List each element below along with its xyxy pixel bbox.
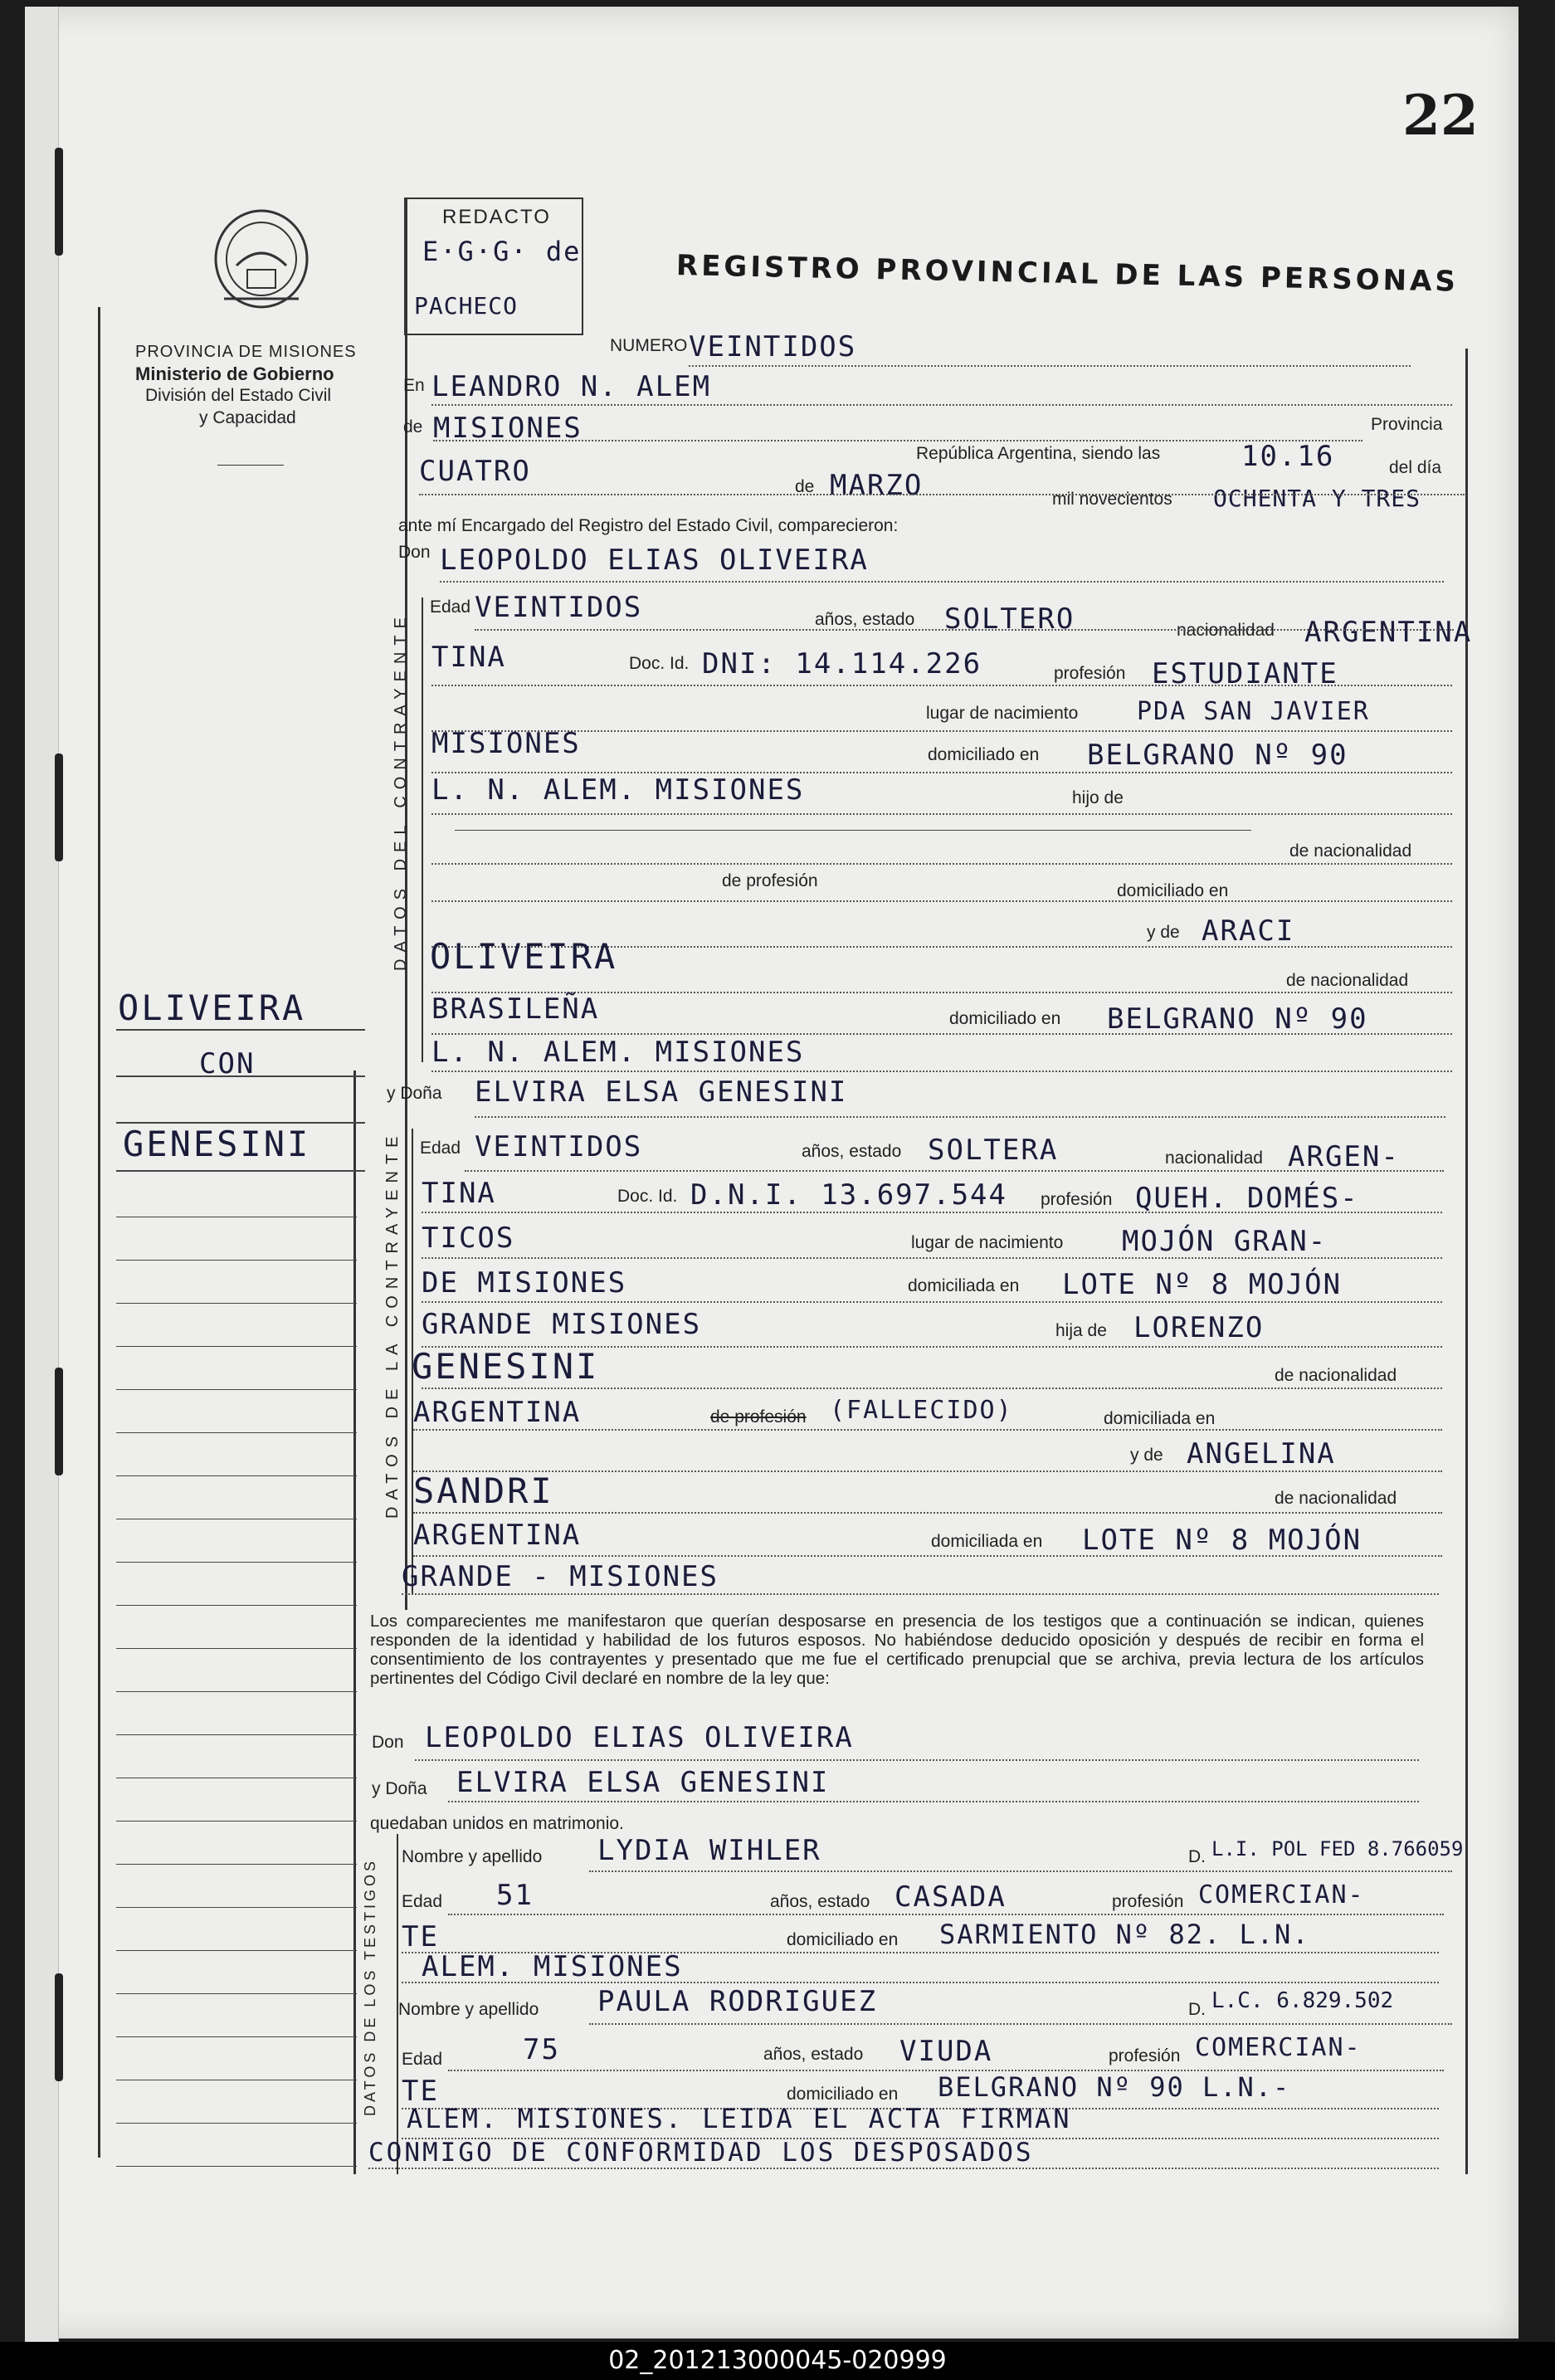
margin-line — [116, 1075, 365, 1077]
field-line — [431, 730, 1452, 732]
witness2-edad-value: 75 — [523, 2033, 560, 2066]
stamp-line1: E·G·G· de — [422, 236, 582, 267]
witness2-domicilio-cont: ALEM. MISIONES. LEIDA EL ACTA FIRMAN — [407, 2103, 1072, 2134]
witness1-edad-value: 51 — [496, 1879, 534, 1912]
groom-nac-cont: TINA — [431, 641, 506, 674]
witness2-estado-label: años, estado — [763, 2045, 864, 2064]
provincia-value: MISIONES — [433, 412, 583, 445]
witness2-edad-label: Edad — [402, 2050, 443, 2069]
bride-profesion-cont: TICOS — [422, 1222, 515, 1255]
inner-margin-rule — [353, 1071, 356, 2174]
hora-value: 10.16 — [1241, 440, 1335, 473]
witness1-edad-label: Edad — [402, 1892, 443, 1911]
margin-line — [116, 1648, 357, 1649]
stamp-line2: PACHECO — [414, 292, 519, 319]
witness1-domiciliado-label: domiciliado en — [787, 1930, 899, 1949]
bride-padre-profesion-label: de profesión — [710, 1407, 807, 1427]
groom-lugar-label: lugar de nacimiento — [926, 704, 1079, 723]
groom-section-label: DATOS DEL CONTRAYENTE — [392, 611, 410, 971]
groom-doc-value: DNI: 14.114.226 — [702, 647, 982, 680]
field-line — [431, 1071, 1452, 1072]
field-line — [402, 1982, 1439, 1983]
witness2-estado-value: VIUDA — [899, 2035, 993, 2068]
field-line — [415, 1759, 1419, 1761]
divider — [217, 465, 284, 466]
groom-hijo-label: hijo de — [1072, 788, 1124, 807]
witness1-profesion-value: COMERCIAN- — [1198, 1880, 1365, 1909]
binding-hole — [55, 1973, 63, 2081]
binding-hole — [55, 754, 63, 861]
field-line — [448, 1801, 1419, 1802]
groom-domiciliado3-label: domiciliado en — [949, 1009, 1061, 1028]
groom-madre-domicilio: BELGRANO Nº 90 — [1107, 1002, 1368, 1036]
witness1-profesion-label: profesión — [1112, 1892, 1184, 1911]
document-title: REGISTRO PROVINCIAL DE LAS PERSONAS — [675, 249, 1460, 299]
witness1-estado-value: CASADA — [894, 1880, 1007, 1914]
groom-de-profesion-label: de profesión — [722, 871, 818, 890]
groom-domicilio-cont: L. N. ALEM. MISIONES — [431, 773, 805, 807]
witness2-domiciliado-label: domiciliado en — [787, 2085, 899, 2104]
field-line — [431, 863, 1452, 865]
witness1-profesion-cont: TE — [402, 1920, 439, 1953]
field-line — [422, 1388, 1442, 1389]
bride-profesion-value: QUEH. DOMÉS- — [1135, 1182, 1359, 1215]
witness1-doc-value: L.I. POL FED 8.766059 — [1211, 1837, 1464, 1861]
margin-line — [116, 1029, 365, 1031]
bride-estado-label: años, estado — [802, 1142, 902, 1161]
bride-domicilio-cont: GRANDE MISIONES — [422, 1308, 702, 1341]
margin-line — [116, 1734, 357, 1735]
numero-label: NUMERO — [610, 336, 688, 355]
field-line — [431, 813, 1452, 815]
groom-madre-nac-label: de nacionalidad — [1286, 971, 1409, 990]
witness2-doc-value: L.C. 6.829.502 — [1211, 1988, 1394, 2013]
field-line — [431, 685, 1452, 686]
margin-line — [116, 2123, 357, 2124]
bride-nacionalidad-value: ARGEN- — [1288, 1140, 1400, 1173]
witness2-profesion-value: COMERCIAN- — [1195, 2033, 1362, 2062]
province-label: PROVINCIA DE MISIONES — [135, 343, 357, 361]
margin-line — [116, 1821, 357, 1822]
declaration-paragraph: Los comparecientes me manifestaron que querían desposarse en presencia de los testigos que a continuación se indican, quienes responden de la identidad y habilidad de los futuros esposos. No habiéndose deducido oposición y después de recibir en forma el consentimiento de los contrayentes y presentado que me fue el certificado prenupcial que se archiva, previa lectura de los artículos pertinentes del Código Civil declaré en nombre de la ley que: — [370, 1612, 1424, 1688]
de-label: de — [403, 417, 423, 436]
witness1-domicilio-value: SARMIENTO Nº 82. L.N. — [939, 1919, 1310, 1950]
margin-line — [116, 1260, 357, 1261]
margin-line — [116, 1346, 357, 1347]
bride-padre-value: LORENZO — [1133, 1311, 1265, 1344]
en-value: LEANDRO N. ALEM — [431, 370, 712, 403]
binding-hole — [55, 1368, 63, 1475]
del-dia-label: del día — [1389, 458, 1442, 477]
bride-edad-value: VEINTIDOS — [475, 1130, 643, 1163]
bride-madre-nac-label: de nacionalidad — [1275, 1489, 1397, 1508]
field-line — [422, 1257, 1442, 1259]
margin-line — [116, 1475, 357, 1476]
field-line — [402, 1593, 1439, 1595]
margin-line — [116, 1907, 357, 1908]
dia-value: CUATRO — [419, 455, 531, 488]
groom-profesion-value: ESTUDIANTE — [1152, 657, 1338, 690]
field-line — [433, 440, 1362, 441]
ministry-label: Ministerio de Gobierno — [135, 363, 334, 384]
witness2-profesion-label: profesión — [1109, 2046, 1181, 2065]
witness1-estado-label: años, estado — [770, 1892, 870, 1911]
bride-profesion-label: profesión — [1041, 1190, 1113, 1209]
margin-line — [116, 2166, 357, 2167]
declaration-closing: quedaban unidos en matrimonio. — [370, 1814, 624, 1833]
groom-de-nacionalidad-label: de nacionalidad — [1289, 841, 1412, 861]
margin-line — [116, 1950, 357, 1951]
margin-line — [116, 1170, 365, 1172]
bride-hija-label: hija de — [1055, 1321, 1107, 1340]
don-value: LEOPOLDO ELIAS OLIVEIRA — [440, 544, 869, 577]
field-line — [431, 900, 1452, 902]
field-line — [465, 1170, 1444, 1172]
bride-padre-estado: (FALLECIDO) — [830, 1396, 1013, 1425]
bride-padre-apellido: GENESINI — [412, 1346, 600, 1387]
bride-domiciliada2-label: domiciliada en — [1104, 1409, 1216, 1428]
bride-lugar-label: lugar de nacimiento — [911, 1233, 1064, 1252]
bride-padre-nacionalidad: ARGENTINA — [413, 1396, 582, 1429]
witness2-nombre-label: Nombre y apellido — [398, 2000, 539, 2019]
groom-edad-value: VEINTIDOS — [475, 591, 643, 624]
ante-text: ante mí Encargado del Registro del Estado Civil, comparecieron: — [398, 516, 899, 535]
bride-domiciliada-label: domiciliada en — [908, 1276, 1020, 1295]
bride-y-de-label: y de — [1130, 1446, 1163, 1465]
field-line — [422, 1212, 1442, 1213]
groom-estado-label: años, estado — [815, 610, 915, 629]
bride-madre-value: ANGELINA — [1187, 1437, 1336, 1470]
republica-label: República Argentina, siendo las — [916, 444, 1161, 463]
don-label: Don — [398, 543, 431, 562]
groom-lugar-value: PDA SAN JAVIER — [1137, 697, 1370, 726]
witness2-d-label: D. — [1188, 2000, 1206, 2019]
field-line — [419, 494, 1465, 495]
witness1-nombre-label: Nombre y apellido — [402, 1847, 543, 1866]
field-line — [431, 404, 1452, 406]
bride-y-dona-label: y Doña — [387, 1084, 442, 1103]
groom-domicilio-value: BELGRANO Nº 90 — [1087, 739, 1348, 772]
field-line — [475, 1116, 1445, 1118]
margin-note-line3: GENESINI — [123, 1124, 311, 1164]
anio-value: OCHENTA Y TRES — [1213, 485, 1421, 512]
closing-line: CONMIGO DE CONFORMIDAD LOS DESPOSADOS — [368, 2138, 1034, 2168]
bride-madre-domicilio: LOTE Nº 8 MOJÓN — [1082, 1524, 1362, 1557]
groom-doc-label: Doc. Id. — [629, 654, 690, 673]
numero-value: VEINTIDOS — [689, 330, 857, 363]
groom-madre-nacionalidad: BRASILEÑA — [431, 992, 600, 1026]
field-line — [413, 1555, 1442, 1557]
witness1-domicilio-cont: ALEM. MISIONES — [422, 1950, 683, 1983]
field-line — [431, 1033, 1452, 1035]
groom-profesion-label: profesión — [1054, 664, 1126, 683]
groom-estado-value: SOLTERO — [944, 602, 1075, 636]
bride-estado-value: SOLTERA — [928, 1134, 1059, 1167]
field-line — [413, 1429, 1442, 1431]
bride-doc-label: Doc. Id. — [617, 1187, 678, 1206]
margin-note-line2: CON — [199, 1047, 256, 1080]
bride-domiciliada3-label: domiciliada en — [931, 1532, 1043, 1551]
de2-label: de — [795, 477, 815, 496]
bride-madre-apellido: SANDRI — [413, 1470, 554, 1511]
field-line — [689, 365, 1411, 367]
bride-lugar-cont: DE MISIONES — [422, 1266, 627, 1300]
stamp-label: REDACTO — [442, 206, 551, 228]
groom-nacionalidad-label: nacionalidad — [1177, 621, 1275, 640]
bride-edad-label: Edad — [420, 1139, 461, 1158]
field-line — [368, 2168, 1439, 2169]
groom-y-de-label: y de — [1147, 923, 1180, 942]
margin-line — [116, 1691, 357, 1692]
struck-line — [455, 830, 1251, 831]
declaration-don-value: LEOPOLDO ELIAS OLIVEIRA — [425, 1721, 854, 1754]
bride-de-nacionalidad-label: de nacionalidad — [1275, 1366, 1397, 1385]
bride-domicilio-value: LOTE Nº 8 MOJÓN — [1062, 1268, 1343, 1301]
field-line — [448, 1914, 1444, 1915]
field-line — [589, 1870, 1452, 1872]
groom-bracket — [422, 597, 423, 1062]
margin-line — [116, 1864, 357, 1865]
bride-madre-nacionalidad: ARGENTINA — [413, 1519, 582, 1552]
bride-lugar-value: MOJÓN GRAN- — [1122, 1225, 1328, 1258]
groom-edad-label: Edad — [430, 597, 471, 617]
mes-value: MARZO — [830, 469, 924, 502]
bride-nac-cont: TINA — [422, 1177, 496, 1210]
groom-madre-domicilio-cont: L. N. ALEM. MISIONES — [431, 1036, 805, 1069]
margin-line — [116, 1432, 357, 1433]
margin-line — [116, 2036, 357, 2037]
bride-dona-value: ELVIRA ELSA GENESINI — [475, 1075, 848, 1109]
page-binding — [25, 7, 59, 2355]
province-crest-icon — [207, 207, 315, 315]
bride-madre-domicilio-cont: GRANDE - MISIONES — [402, 1560, 719, 1593]
groom-domiciliado-label: domiciliado en — [928, 745, 1040, 764]
margin-line — [116, 1122, 365, 1124]
field-line — [413, 1470, 1442, 1472]
left-margin-rule — [98, 307, 100, 2158]
bride-nacionalidad-label: nacionalidad — [1165, 1149, 1263, 1168]
margin-line — [116, 1303, 357, 1304]
witness2-profesion-cont: TE — [402, 2075, 439, 2108]
bride-doc-value: D.N.I. 13.697.544 — [690, 1178, 1007, 1212]
groom-lugar-cont: MISIONES — [431, 727, 581, 760]
margin-line — [116, 1389, 357, 1390]
binding-hole — [55, 148, 63, 256]
capacity-label: y Capacidad — [199, 408, 296, 427]
redacto-stamp — [404, 198, 583, 335]
witness1-nombre-value: LYDIA WIHLER — [597, 1834, 821, 1867]
field-line — [589, 2023, 1452, 2025]
declaration-don-label: Don — [372, 1733, 404, 1752]
en-label: En — [403, 376, 425, 395]
groom-domiciliado2-label: domiciliado en — [1117, 881, 1229, 900]
field-line — [440, 581, 1444, 583]
witness2-nombre-value: PAULA RODRIGUEZ — [597, 1985, 878, 2018]
margin-line — [116, 1562, 357, 1563]
margin-note-line1: OLIVEIRA — [118, 988, 306, 1028]
margin-line — [116, 1605, 357, 1606]
field-line — [413, 1512, 1442, 1514]
field-line — [422, 1301, 1442, 1303]
mil-label: mil novecientos — [1052, 490, 1172, 509]
groom-madre-apellido: OLIVEIRA — [430, 936, 618, 977]
witness-section-label: DATOS DE LOS TESTIGOS — [362, 1857, 378, 2116]
witness1-d-label: D. — [1188, 1847, 1206, 1866]
page-number: 22 — [1402, 83, 1479, 148]
witness2-domicilio-value: BELGRANO Nº 90 L.N.- — [938, 2071, 1291, 2103]
division-label: División del Estado Civil — [145, 386, 332, 405]
margin-line — [116, 1993, 357, 1994]
groom-madre-value: ARACI — [1202, 914, 1295, 948]
provincia-label: Provincia — [1371, 415, 1443, 434]
declaration-dona-label: y Doña — [372, 1779, 427, 1798]
groom-nacionalidad-value: ARGENTINA — [1304, 616, 1473, 649]
image-caption: 02_201213000045-020999 — [0, 2342, 1555, 2380]
field-line — [475, 629, 1454, 631]
bride-section-label: DATOS DE LA CONTRAYENTE — [383, 1129, 402, 1519]
declaration-dona-value: ELVIRA ELSA GENESINI — [456, 1766, 830, 1799]
